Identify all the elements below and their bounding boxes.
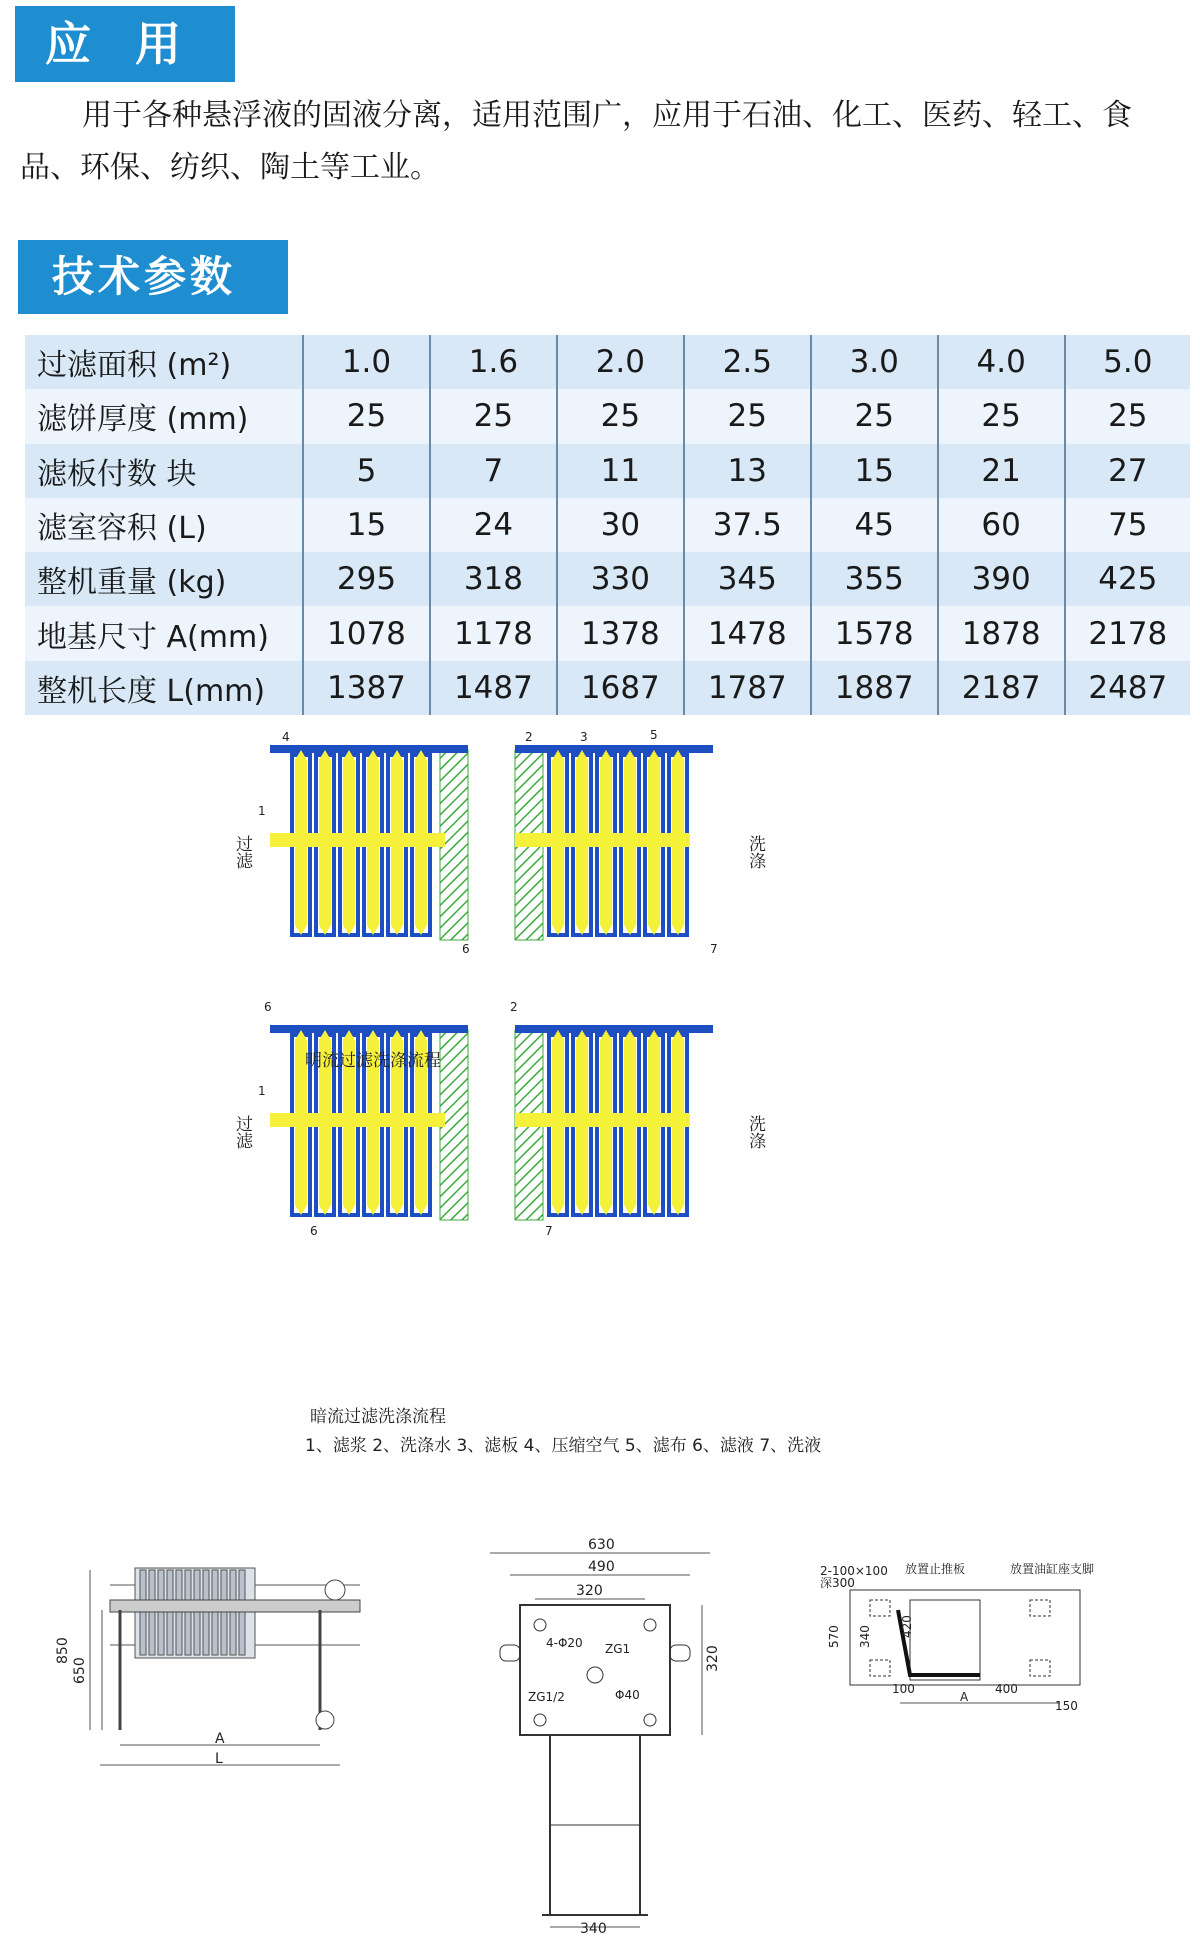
top-bar: [515, 745, 713, 753]
callout-number: 7: [710, 942, 718, 956]
spec-cell: 1787: [684, 661, 811, 715]
spec-row: [25, 498, 1190, 552]
spec-cell: 25: [430, 389, 557, 443]
callout-number: 7: [545, 1224, 553, 1238]
application-text: 用于各种悬浮液的固液分离，适用范围广，应用于石油、化工、医药、轻工、食品、环保、纺织、陶土等工业。: [20, 98, 1132, 185]
end-dim-340: 340: [580, 1921, 607, 1937]
spec-cell: 25: [303, 389, 430, 443]
callout-number: 6: [310, 1224, 318, 1238]
side-dim-850: 850: [55, 1637, 71, 1664]
end-dim-320: 320: [576, 1583, 603, 1599]
flow-legend: 1、滤浆 2、洗涤水 3、滤板 4、压缩空气 5、滤布 6、滤液 7、洗液: [305, 1436, 822, 1456]
spec-row: [25, 389, 1190, 443]
end-elevation-drawing: [480, 1535, 740, 1935]
base-note-2: 深300: [820, 1576, 855, 1590]
spec-row: [25, 606, 1190, 660]
spec-cell: 1687: [557, 661, 684, 715]
spec-cell: 318: [430, 552, 557, 606]
side-label-wash: 洗涤: [745, 835, 765, 869]
spec-cell: 1178: [430, 606, 557, 660]
end-dim-h320: 320: [705, 1645, 721, 1672]
spec-cell: 1578: [811, 606, 938, 660]
base-dim-570: 570: [827, 1625, 841, 1648]
end-center: Φ40: [615, 1688, 640, 1702]
spec-cell: 21: [938, 444, 1065, 498]
spec-cell: 1487: [430, 661, 557, 715]
spec-cell: 25: [557, 389, 684, 443]
callout-number: 1: [258, 804, 266, 818]
callout-number: 2: [525, 730, 533, 744]
base-dim-100: 100: [892, 1682, 915, 1696]
spec-row: [25, 335, 1190, 389]
callout-number: 6: [264, 1000, 272, 1014]
base-dim-420: 420: [900, 1615, 914, 1638]
side-elevation-drawing: [50, 1550, 380, 1780]
application-heading: 应 用: [15, 6, 235, 82]
base-note-1: 2-100×100: [820, 1564, 888, 1578]
spec-cell: 1.0: [303, 335, 430, 389]
spec-cell: 27: [1065, 444, 1190, 498]
spec-cell: 45: [811, 498, 938, 552]
callout-number: 4: [282, 730, 290, 744]
feed-channel: [270, 833, 445, 847]
spec-row-label: 地基尺寸 A(mm): [25, 606, 303, 660]
spec-cell: 1078: [303, 606, 430, 660]
spec-cell: 425: [1065, 552, 1190, 606]
flow-panel-open-wash: [515, 745, 713, 940]
spec-cell: 390: [938, 552, 1065, 606]
base-dim-a: A: [960, 1690, 969, 1704]
spec-row-label: 滤室容积 (L): [25, 498, 303, 552]
spec-cell: 37.5: [684, 498, 811, 552]
callout-number: 2: [510, 1000, 518, 1014]
base-label-b: 放置油缸座支脚: [1010, 1562, 1095, 1576]
spec-row-label: 整机重量 (kg): [25, 552, 303, 606]
spec-cell: 24: [430, 498, 557, 552]
end-holes: 4-Φ20: [546, 1636, 583, 1650]
side-label-wash-2: 洗涤: [745, 1115, 765, 1149]
spec-cell: 1378: [557, 606, 684, 660]
spec-cell: 15: [303, 498, 430, 552]
feed-channel: [515, 833, 690, 847]
spec-cell: 30: [557, 498, 684, 552]
spec-cell: 2178: [1065, 606, 1190, 660]
spec-cell: 330: [557, 552, 684, 606]
caption-closed: 暗流过滤洗涤流程: [310, 1407, 446, 1427]
spec-cell: 75: [1065, 498, 1190, 552]
spec-row-label: 滤饼厚度 (mm): [25, 389, 303, 443]
spec-row: [25, 444, 1190, 498]
spec-row-label: 滤板付数 块: [25, 444, 303, 498]
spec-cell: 1387: [303, 661, 430, 715]
spec-cell: 7: [430, 444, 557, 498]
tech-heading: 技术参数: [18, 240, 288, 314]
spec-cell: 60: [938, 498, 1065, 552]
spec-cell: 25: [938, 389, 1065, 443]
top-bar: [515, 1025, 713, 1033]
callout-number: 3: [580, 730, 588, 744]
side-dim-a: A: [215, 1731, 225, 1747]
flow-panel-open-filter: [270, 745, 468, 940]
spec-cell: 355: [811, 552, 938, 606]
spec-row: [25, 661, 1190, 715]
caption-open: 明流过滤洗涤流程: [305, 1051, 441, 1071]
spec-cell: 1878: [938, 606, 1065, 660]
spec-cell: 4.0: [938, 335, 1065, 389]
spec-cell: 13: [684, 444, 811, 498]
callout-number: 1: [258, 1084, 266, 1098]
side-label-filter-2: 过滤: [232, 1115, 252, 1149]
feed-channel: [270, 1113, 445, 1127]
spec-cell: 2.0: [557, 335, 684, 389]
spec-cell: 2.5: [684, 335, 811, 389]
spec-cell: 25: [1065, 389, 1190, 443]
feed-channel: [515, 1113, 690, 1127]
spec-cell: 2187: [938, 661, 1065, 715]
top-bar: [270, 1025, 468, 1033]
spec-cell: 1887: [811, 661, 938, 715]
end-port-1: ZG1: [605, 1642, 631, 1656]
base-dim-400: 400: [995, 1682, 1018, 1696]
spec-cell: 345: [684, 552, 811, 606]
base-label-a: 放置止推板: [905, 1562, 966, 1576]
spec-table: [25, 335, 1190, 715]
base-dim-150: 150: [1055, 1699, 1078, 1713]
side-dim-l: L: [215, 1751, 223, 1767]
base-dim-340: 340: [858, 1625, 872, 1648]
spec-cell: 2487: [1065, 661, 1190, 715]
spec-cell: 5: [303, 444, 430, 498]
flow-panel-closed-wash: [515, 1025, 713, 1220]
spec-cell: 25: [811, 389, 938, 443]
spec-cell: 25: [684, 389, 811, 443]
end-dim-490: 490: [588, 1559, 615, 1575]
side-dim-650: 650: [72, 1657, 88, 1684]
spec-cell: 1.6: [430, 335, 557, 389]
foundation-drawing: [810, 1562, 1110, 1715]
flow-diagram: [232, 728, 990, 1465]
top-bar: [270, 745, 468, 753]
spec-cell: 11: [557, 444, 684, 498]
callout-number: 6: [462, 942, 470, 956]
end-port-2: ZG1/2: [528, 1690, 565, 1704]
spec-cell: 5.0: [1065, 335, 1190, 389]
spec-row-label: 过滤面积 (m²): [25, 335, 303, 389]
spec-cell: 1478: [684, 606, 811, 660]
spec-cell: 15: [811, 444, 938, 498]
spec-cell: 3.0: [811, 335, 938, 389]
spec-row: [25, 552, 1190, 606]
spec-row-label: 整机长度 L(mm): [25, 661, 303, 715]
end-dim-630: 630: [588, 1537, 615, 1553]
callout-number: 5: [650, 728, 658, 742]
spec-cell: 295: [303, 552, 430, 606]
side-label-filter: 过滤: [232, 835, 252, 869]
